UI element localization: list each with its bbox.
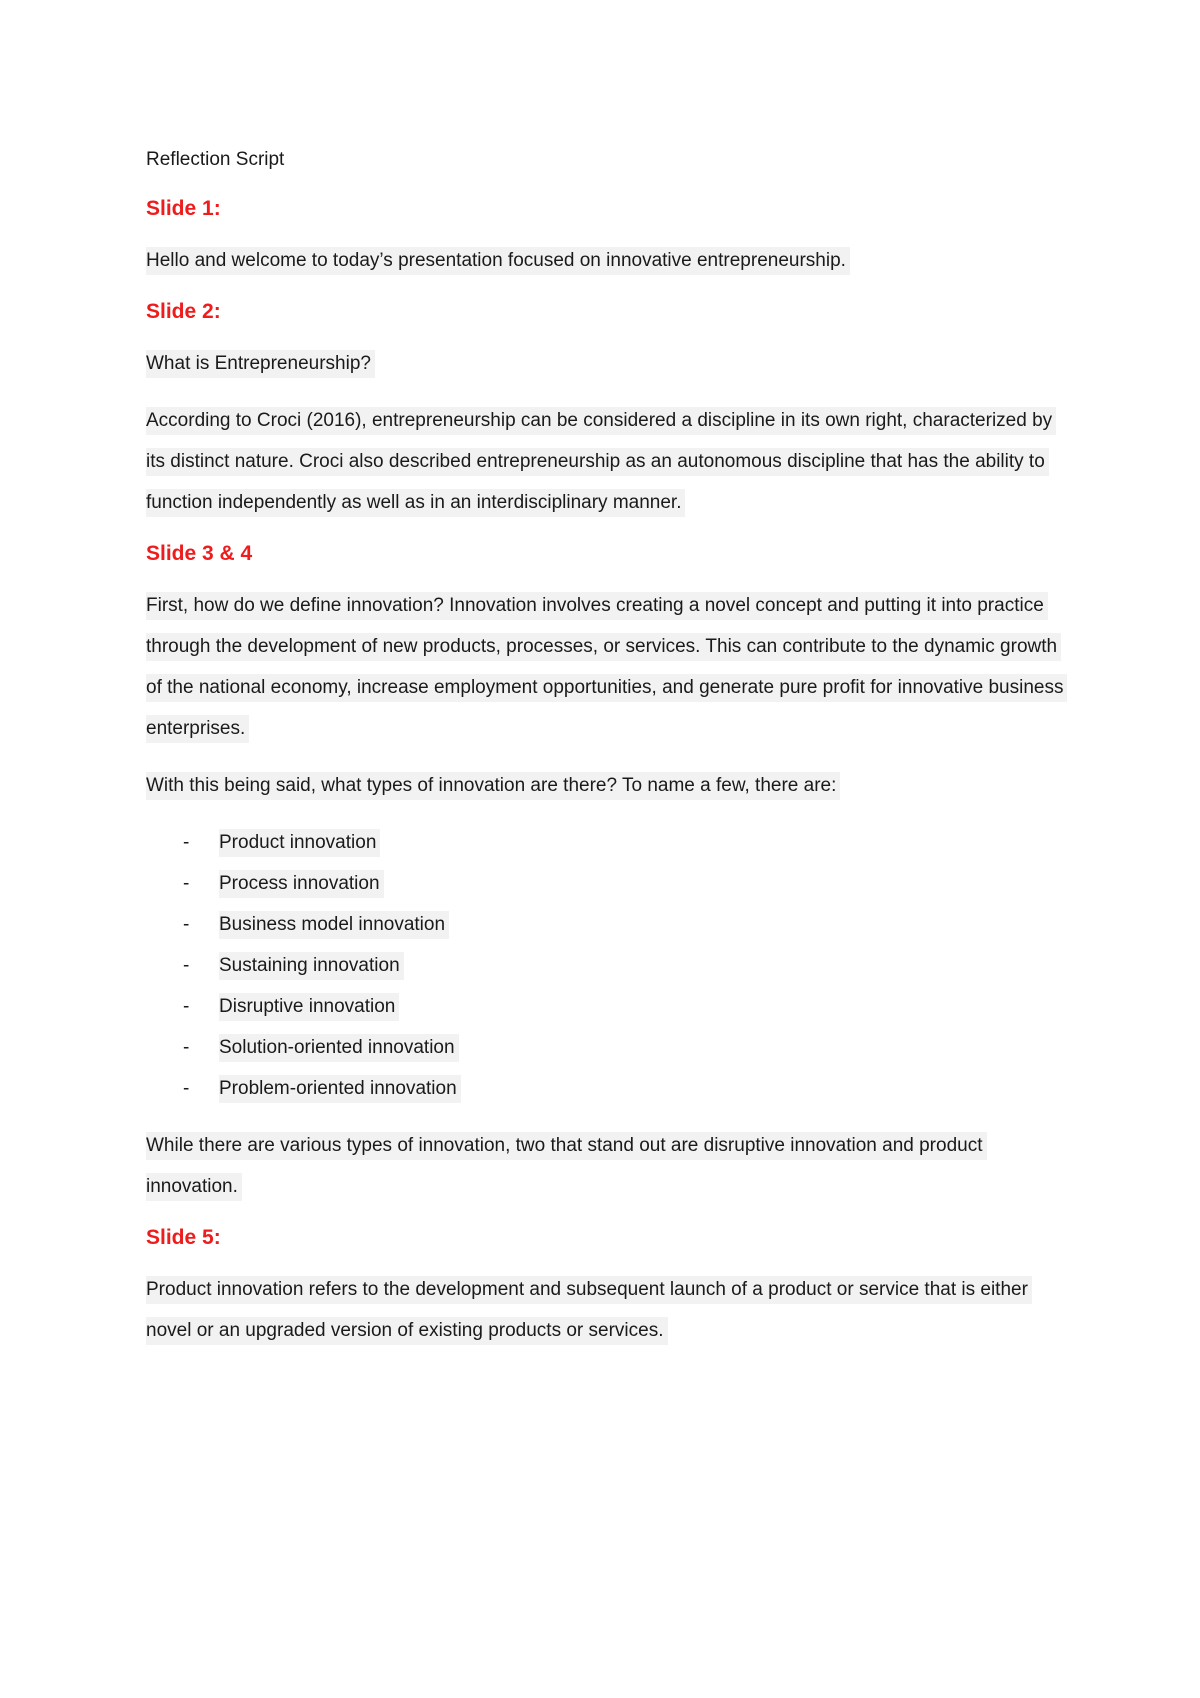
slide-2-question: What is Entrepreneurship? xyxy=(146,343,1066,384)
document-title: Reflection Script xyxy=(146,149,285,170)
innovation-types-list xyxy=(146,822,1066,1109)
bullet-dash: - xyxy=(183,1078,190,1099)
slide-3-4-intro: With this being said, what types of innovation are there? To name a few, there are: xyxy=(146,765,1066,806)
bullet-dash: - xyxy=(183,914,190,935)
slide-2-paragraph: According to Croci (2016), entrepreneurship can be considered a discipline in its own right, characterized by its distinct nature. Croci also described entrepreneurship as an autonomous discipline that has the ability to function independently as well as in an interdisciplinary manner. xyxy=(146,400,1066,523)
bullet-dash: - xyxy=(183,832,190,853)
slide-3-4-heading: Slide 3 & 4 xyxy=(146,542,253,565)
list-item: - Sustaining innovation xyxy=(146,945,1066,986)
bullet-dash: - xyxy=(183,955,190,976)
document-page xyxy=(146,140,1066,1367)
slide-3-4-paragraph: First, how do we define innovation? Innovation involves creating a novel concept and putting it into practice through the development of new products, processes, or services. This can contribute to the dynamic growth of the national economy, increase employment opportunities, and generate pure profit for innovative business enterprises. xyxy=(146,585,1066,749)
slide-5-heading: Slide 5: xyxy=(146,1226,221,1249)
bullet-dash: - xyxy=(183,1037,190,1058)
list-item: - Disruptive innovation xyxy=(146,986,1066,1027)
slide-2-heading: Slide 2: xyxy=(146,300,221,323)
slide-5-section xyxy=(146,1223,1066,1351)
slide-2-section xyxy=(146,297,1066,523)
slide-5-paragraph: Product innovation refers to the development and subsequent launch of a product or service that is either novel or an upgraded version of existing products or services. xyxy=(146,1269,1066,1351)
list-item: - Solution-oriented innovation xyxy=(146,1027,1066,1068)
slide-1-section xyxy=(146,194,1066,281)
list-item: - Problem-oriented innovation xyxy=(146,1068,1066,1109)
bullet-dash: - xyxy=(183,873,190,894)
slide-1-paragraph: Hello and welcome to today’s presentation focused on innovative entrepreneurship. xyxy=(146,240,1066,281)
slide-3-4-section xyxy=(146,539,1066,1207)
list-item: - Product innovation xyxy=(146,822,1066,863)
list-item: - Business model innovation xyxy=(146,904,1066,945)
slide-3-4-closing: While there are various types of innovation, two that stand out are disruptive innovation and product innovation. xyxy=(146,1125,1066,1207)
slide-1-heading: Slide 1: xyxy=(146,197,221,220)
bullet-dash: - xyxy=(183,996,190,1017)
list-item: - Process innovation xyxy=(146,863,1066,904)
